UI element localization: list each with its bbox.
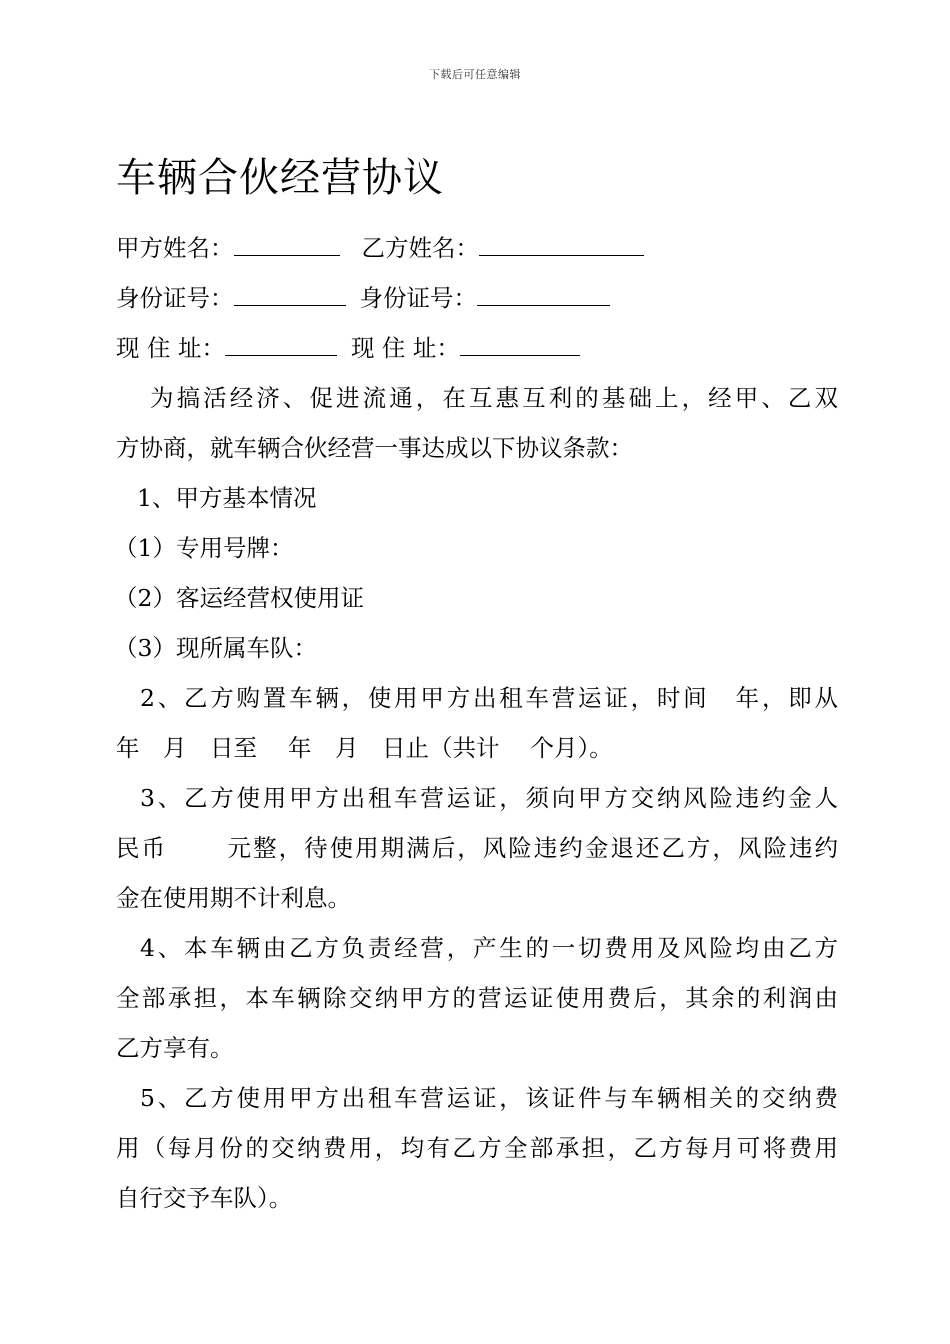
party-id-row (116, 283, 838, 313)
section-2-line-2: 年 月 日至 年 月 日止（共计 个月）。 (116, 734, 613, 762)
party-address-row (116, 333, 838, 363)
intro-paragraph-line-2: 方协商，就车辆合伙经营一事达成以下协议条款： (116, 434, 633, 462)
section-4-line-2: 全部承担，本车辆除交纳甲方的营运证使用费后，其余的利润由 (116, 984, 838, 1012)
party-b-name-blank (479, 233, 644, 256)
party-a-id-label: 身份证号： (116, 284, 234, 312)
section-1-item-2: （2）客运经营权使用证 (114, 584, 364, 612)
party-b-address-label: 现 住 址： (350, 334, 460, 362)
document-title: 车辆合伙经营协议 (116, 155, 444, 201)
party-a-name-label: 甲方姓名： (116, 234, 234, 262)
section-1-item-1: （1）专用号牌： (114, 534, 294, 562)
intro-paragraph-line-1: 为搞活经济、促进流通，在互惠互利的基础上，经甲、乙双 (150, 384, 838, 412)
party-a-address-blank (225, 333, 337, 356)
party-b-address-blank (460, 333, 580, 356)
section-5-line-3: 自行交予车队）。 (116, 1184, 293, 1212)
party-a-id-blank (234, 283, 346, 306)
section-5-line-1: 5、乙方使用甲方出租车营运证，该证件与车辆相关的交纳费 (140, 1084, 838, 1112)
party-name-row (116, 233, 838, 263)
section-3-line-2: 民币 元整，待使用期满后，风险违约金退还乙方，风险违约 (116, 834, 838, 862)
party-a-name-blank (234, 233, 340, 256)
section-4-line-3: 乙方享有。 (116, 1034, 234, 1062)
section-5-line-2: 用（每月份的交纳费用，均有乙方全部承担，乙方每月可将费用 (116, 1134, 838, 1162)
section-1-item-3: （3）现所属车队： (114, 634, 317, 662)
party-b-id-blank (477, 283, 610, 306)
party-a-address-label: 现 住 址： (116, 334, 225, 362)
section-1-heading: 1、甲方基本情况 (137, 484, 317, 512)
section-3-line-3: 金在使用期不计利息。 (116, 884, 351, 912)
page-header-note: 下载后可任意编辑 (429, 68, 521, 81)
party-b-name-label: 乙方姓名： (361, 234, 479, 262)
section-2-line-1: 2、乙方购置车辆，使用甲方出租车营运证，时间 年，即从 (140, 684, 838, 712)
section-4-line-1: 4、本车辆由乙方负责经营，产生的一切费用及风险均由乙方 (140, 934, 838, 962)
party-b-id-label: 身份证号： (359, 284, 477, 312)
section-3-line-1: 3、乙方使用甲方出租车营运证，须向甲方交纳风险违约金人 (140, 784, 838, 812)
